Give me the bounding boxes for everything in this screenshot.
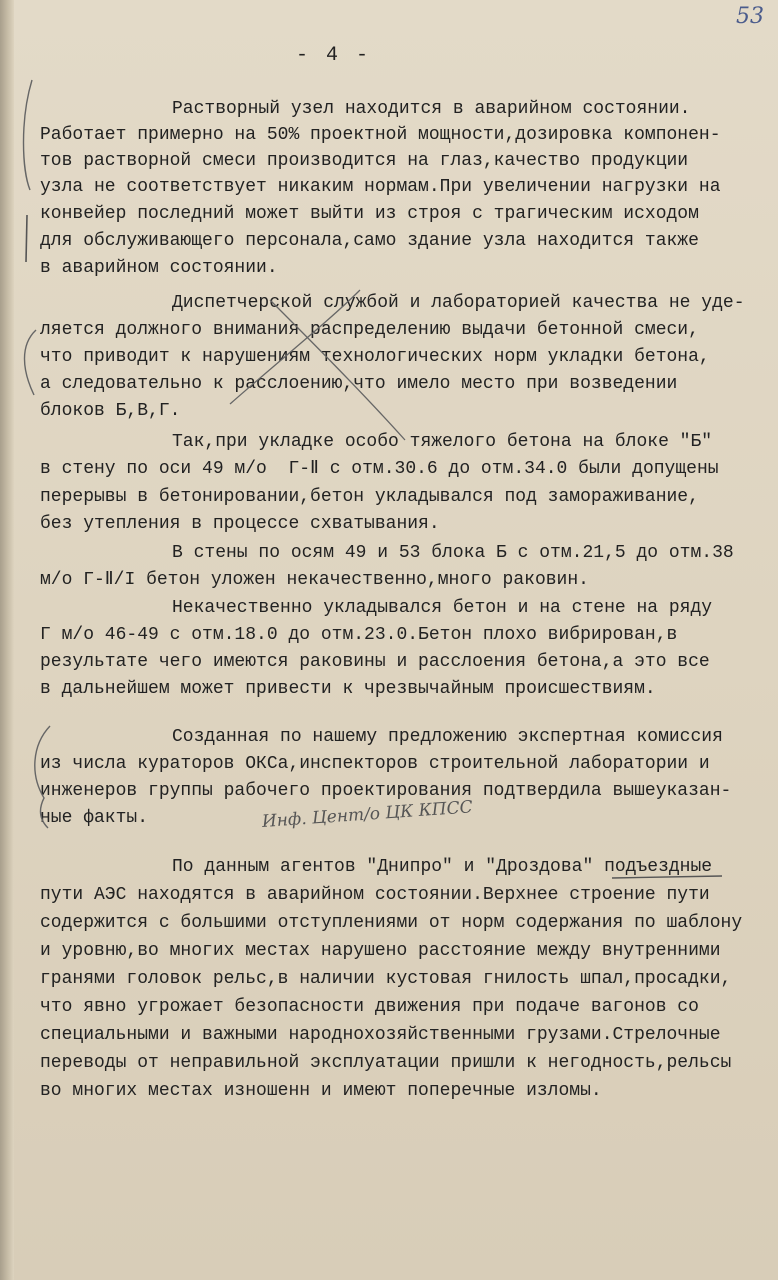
text-line: В стены по осям 49 и 53 блока Б с отм.21,5 до отм.38 <box>172 543 734 563</box>
text-line: тов растворной смеси производится на глаз,качество продукции <box>40 151 689 171</box>
text-line: а следовательно к расслоению,что имело место при возведении <box>40 374 678 394</box>
text-line: результате чего имеются раковины и расслоения бетона,а это все <box>40 652 710 672</box>
text-line: Созданная по нашему предложению экспертная комиссия <box>172 727 723 747</box>
text-line: Так,при укладке особо тяжелого бетона на блоке "Б" <box>172 432 713 452</box>
handwritten-note: Инф. Цент/о ЦК КПСС <box>261 797 474 832</box>
margin-bracket-mark <box>35 726 50 828</box>
cross-mark <box>270 300 405 440</box>
text-line: узла не соответствует никаким нормам.При увеличении нагрузки на <box>40 177 721 197</box>
text-line: без утепления в процессе схватывания. <box>40 514 440 534</box>
text-line: для обслуживающего персонала,само здание узла находится также <box>40 231 699 251</box>
text-line: в стену по оси 49 м/о Г-Ⅱ с отм.30.6 до отм.34.0 были допущены <box>40 459 719 479</box>
text-line: Некачественно укладывался бетон и на стене на ряду <box>172 598 713 618</box>
text-line: переводы от неправильной эксплуатации пришли к негодность,рельсы <box>40 1053 732 1073</box>
text-line: ляется должного внимания распределению выдачи бетонной смеси, <box>40 320 699 340</box>
text-line: Работает примерно на 50% проектной мощности,дозировка компонен- <box>40 125 721 145</box>
text-line: что явно угрожает безопасности движения при подаче вагонов со <box>40 997 699 1017</box>
underline-mark <box>612 876 722 878</box>
margin-bracket-mark <box>25 330 37 395</box>
text-line: ные факты. <box>40 808 149 828</box>
text-line: в дальнейшем может привести к чрезвычайным происшествиям. <box>40 679 656 699</box>
text-line: что приводит к нарушениям технологических норм укладки бетона, <box>40 347 710 367</box>
text-line: пути АЭС находятся в аварийном состоянии.Верхнее строение пути <box>40 885 710 905</box>
page-number: - 4 - <box>296 44 372 67</box>
text-line: Г м/о 46-49 с отм.18.0 до отм.23.0.Бетон плохо вибрирован,в <box>40 625 678 645</box>
text-line: из числа кураторов ОКСа,инспекторов строительной лаборатории и <box>40 754 710 774</box>
text-line: гранями головок рельс,в наличии кустовая гнилость шпал,просадки, <box>40 969 732 989</box>
archive-page-number: 53 <box>736 4 764 29</box>
text-line: в аварийном состоянии. <box>40 258 278 278</box>
text-line: инженеров группы рабочего проектирования подтвердила вышеуказан- <box>40 781 732 801</box>
margin-bracket-mark <box>24 80 33 190</box>
text-line: перерывы в бетонировании,бетон укладывался под замораживание, <box>40 487 699 507</box>
text-line: Диспетчерской службой и лабораторией качества не уде- <box>172 293 745 313</box>
text-line: блоков Б,В,Г. <box>40 401 181 421</box>
text-line: м/о Г-Ⅱ/I бетон уложен некачественно,много раковин. <box>40 570 589 590</box>
cross-mark <box>230 290 360 404</box>
text-line: Растворный узел находится в аварийном состоянии. <box>172 99 691 119</box>
text-line: специальными и важными народнохозяйственными грузами.Стрелочные <box>40 1025 721 1045</box>
text-line: По данным агентов "Днипро" и "Дроздова" подъездные <box>172 857 713 877</box>
text-line: во многих местах изношенн и имеют поперечные изломы. <box>40 1081 602 1101</box>
text-line: конвейер последний может выйти из строя с трагическим исходом <box>40 204 699 224</box>
text-line: и уровню,во многих местах нарушено расстояние между внутренними <box>40 941 721 961</box>
text-line: содержится с большими отступлениями от норм содержания по шаблону <box>40 913 743 933</box>
margin-line-mark <box>26 215 27 262</box>
